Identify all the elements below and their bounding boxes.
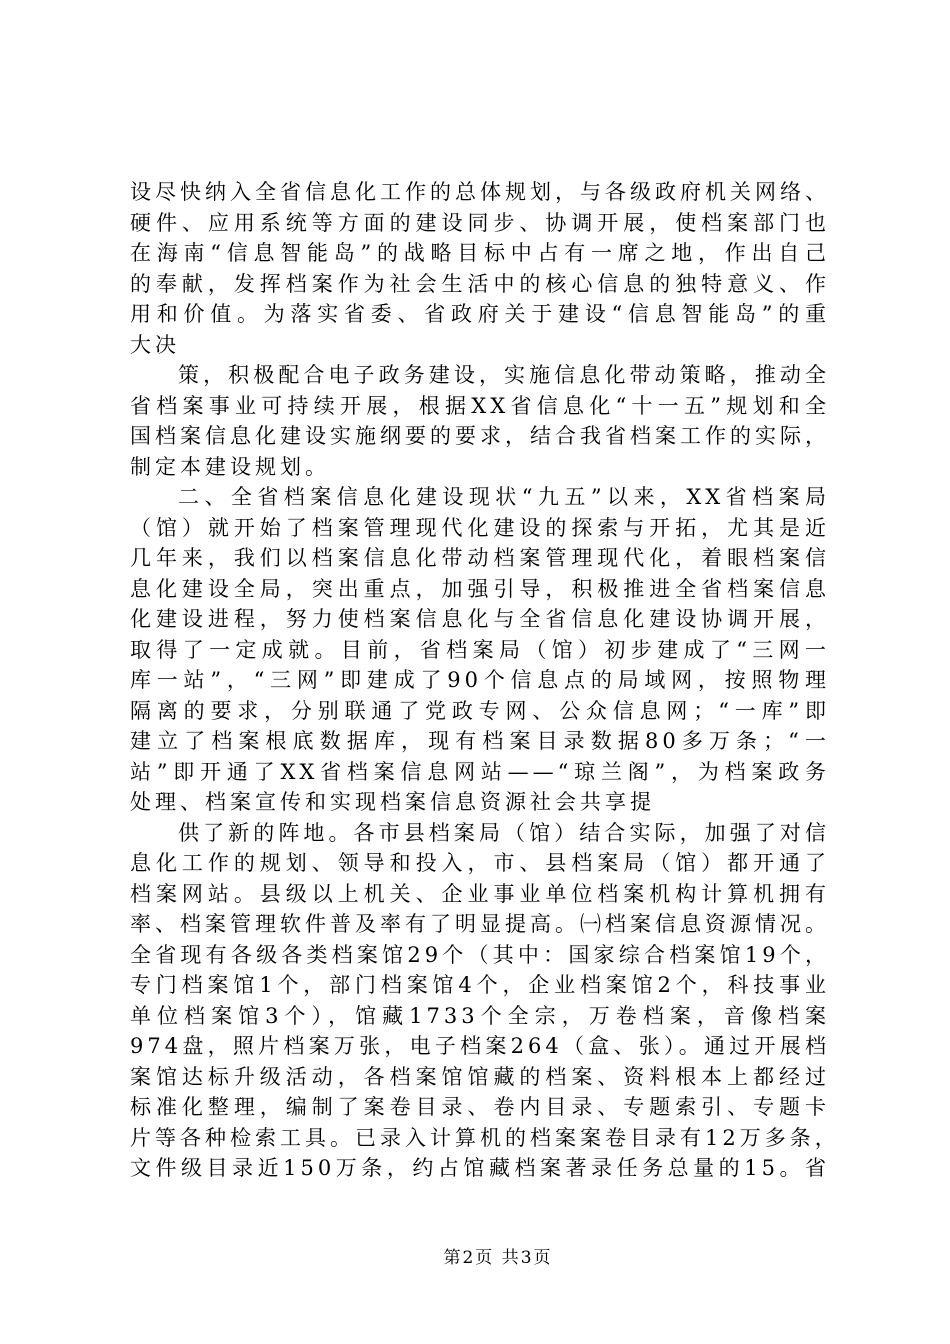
text-line: 策，积极配合电子政务建设，实施信息化带动策略，推动全 [178, 363, 830, 387]
text-line: 国档案信息化建设实施纲要的要求，结合我省档案工作的实际， [130, 424, 830, 448]
text-line: 单位档案馆3个），馆藏1733个全宗，万卷档案，音像档案 [130, 1003, 830, 1028]
section-heading-line: 二、全省档案信息化建设现状“九五”以来，XX省档案局 [178, 485, 830, 509]
text-line: 站”即开通了XX省档案信息网站——“琼兰阁”，为档案政务 [130, 759, 830, 784]
text-line: 取得了一定成就。目前，省档案局（馆）初步建成了“三网一 [130, 637, 830, 662]
text-line: 片等各种检索工具。已录入计算机的档案案卷目录有12万多条， [130, 1125, 840, 1150]
text-line: 几年来，我们以档案信息化带动档案管理现代化，着眼档案信 [130, 546, 830, 570]
text-line: 的奉献，发挥档案作为社会生活中的核心信息的独特意义、作 [130, 271, 830, 296]
text-line: 标准化整理，编制了案卷目录、卷内目录、专题索引、专题卡 [130, 1095, 830, 1119]
text-line: 专门档案馆1个，部门档案馆4个，企业档案馆2个，科技事业 [130, 973, 830, 997]
text-line: 建立了档案根底数据库，现有档案目录数据80多万条；“一 [130, 729, 830, 753]
text-line: 供了新的阵地。各市县档案局（馆）结合实际，加强了对信 [178, 820, 830, 845]
text-line: 案馆达标升级活动，各档案馆馆藏的档案、资料根本上都经过 [130, 1064, 830, 1089]
text-line: 省档案事业可持续开展，根据XX省信息化“十一五”规划和全 [130, 393, 830, 418]
text-line: 息化建设全局，突出重点，加强引导，积极推进全省档案信息 [130, 576, 830, 601]
text-line: 974盘，照片档案万张，电子档案264（盒、张）。通过开展档 [130, 1034, 830, 1058]
text-line: 化建设进程，努力使档案信息化与全省信息化建设协调开展， [130, 607, 830, 631]
text-line: 率、档案管理软件普及率有了明显提高。㈠档案信息资源情况。 [130, 912, 830, 936]
text-line: 硬件、应用系统等方面的建设同步、协调开展，使档案部门也 [130, 210, 830, 235]
text-line: 处理、档案宣传和实现档案信息资源社会共享提 [130, 790, 655, 814]
text-line: 大决 [130, 332, 180, 357]
text-line: 全省现有各级各类档案馆29个（其中：国家综合档案馆19个， [130, 942, 830, 967]
text-line: 在海南“信息智能岛”的战略目标中占有一席之地，作出自己 [130, 241, 830, 265]
text-line: 用和价值。为落实省委、省政府关于建设“信息智能岛”的重 [130, 302, 830, 326]
text-line: 库一站”，“三网”即建成了90个信息点的局域网，按照物理 [130, 668, 830, 692]
text-line: 设尽快纳入全省信息化工作的总体规划，与各级政府机关网络、 [130, 180, 830, 204]
page-number-footer: 第2页 共3页 [443, 1248, 553, 1268]
body-text [130, 177, 840, 1184]
text-line: 息化工作的规划、领导和投入，市、县档案局（馆）都开通了 [130, 851, 830, 875]
text-line: （馆）就开始了档案管理现代化建设的探索与开拓，尤其是近 [130, 515, 830, 540]
text-line: 档案网站。县级以上机关、企业事业单位档案机构计算机拥有 [130, 881, 830, 906]
text-line: 隔离的要求，分别联通了党政专网、公众信息网；“一库”即 [130, 698, 830, 723]
text-line: 制定本建设规划。 [130, 454, 330, 479]
text-line: 文件级目录近150万条，约占馆藏档案著录任务总量的15。省 [130, 1156, 830, 1180]
